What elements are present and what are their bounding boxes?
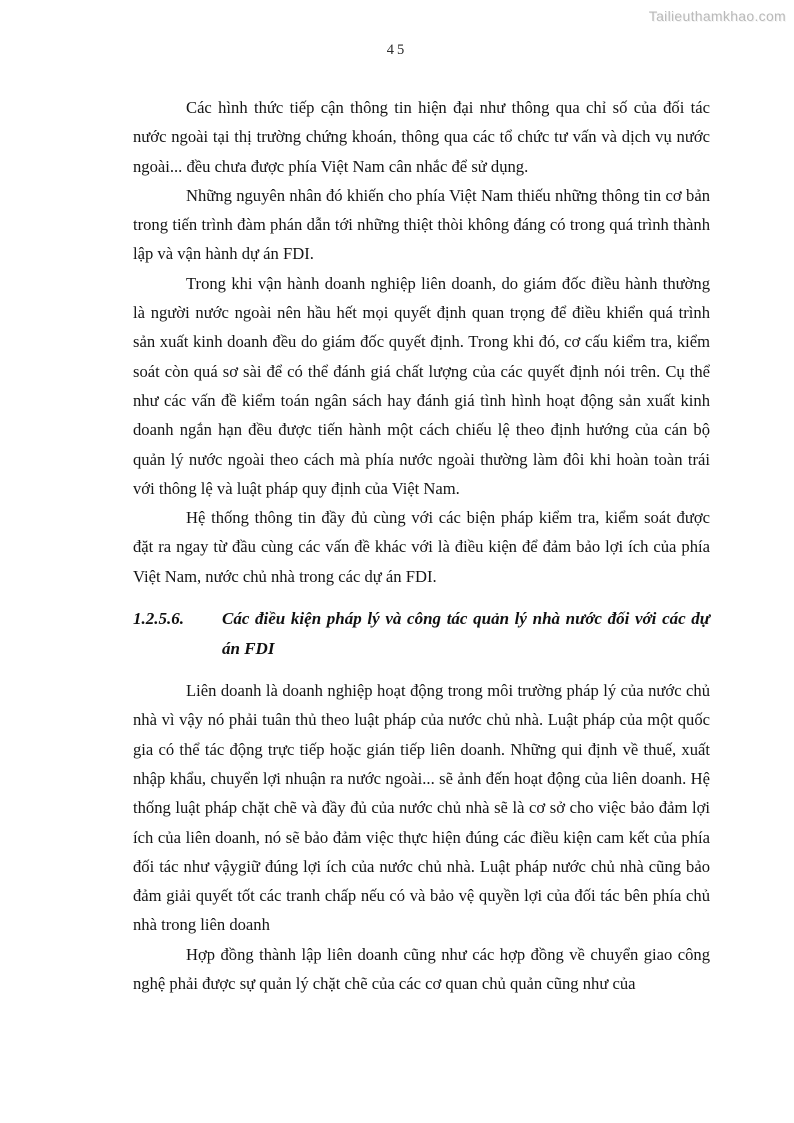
section-heading	[133, 604, 710, 664]
heading-title: Các điều kiện pháp lý và công tác quản lý nhà nước đối với các dự án FDI	[222, 609, 710, 659]
paragraph: Các hình thức tiếp cận thông tin hiện đại như thông qua chỉ số của đối tác nước ngoài tại thị trường chứng khoán, thông qua các tổ chức tư vấn và dịch vụ nước ngoài... đều chưa được phía Việt Nam cân nhắc để sử dụng.	[133, 98, 710, 176]
page-content	[133, 93, 710, 998]
paragraph: Hợp đồng thành lập liên doanh cũng như các hợp đồng về chuyển giao công nghệ phải được sự quản lý chặt chẽ của các cơ quan chủ quản cũng như của	[133, 944, 710, 994]
heading-number: 1.2.5.6.	[133, 609, 184, 629]
paragraph: Trong khi vận hành doanh nghiệp liên doanh, do giám đốc điều hành thường là người nước ngoài nên hầu hết mọi quyết định quan trọng để điều khiển quá trình sản xuất kinh doanh đều do giám đốc quyết định. Trong khi đó, cơ cấu kiểm tra, kiểm soát còn quá sơ sài để có thể đánh giá chất lượng của các quyết định nói trên. Cụ thể như các vấn đề kiểm toán ngân sách hay đánh giá tình hình hoạt động sản xuất kinh doanh ngắn hạn đều được tiến hành một cách chiếu lệ theo định hướng của cán bộ quản lý nước ngoài theo cách mà phía nước ngoài thường làm đôi khi hoàn toàn trái với thông lệ và luật pháp quy định của Việt Nam.	[133, 273, 710, 498]
paragraph: Hệ thống thông tin đầy đủ cùng với các biện pháp kiểm tra, kiểm soát được đặt ra ngay từ đầu cùng các vấn đề khác với là điều kiện để đảm bảo lợi ích của phía Việt Nam, nước chủ nhà trong các dự án FDI.	[133, 508, 710, 586]
watermark: Tailieuthamkhao.com	[648, 8, 786, 24]
paragraph: Những nguyên nhân đó khiến cho phía Việt Nam thiếu những thông tin cơ bản trong tiến trình đàm phán dẫn tới những thiệt thòi không đáng có trong quá trình thành lập và vận hành dự án FDI.	[133, 185, 710, 264]
page-number: 45	[386, 42, 408, 58]
paragraph: Liên doanh là doanh nghiệp hoạt động trong môi trường pháp lý của nước chủ nhà vì vậy nó phải tuân thủ theo luật pháp của nước chủ nhà. Luật pháp của một quốc gia có thể tác động trực tiếp hoặc gián tiếp liên doanh. Những qui định về thuế, xuất nhập khẩu, chuyển lợi nhuận ra nước ngoài... sẽ ảnh đến hoạt động của liên doanh. Hệ thống luật pháp chặt chẽ và đầy đủ của nước chủ nhà sẽ là cơ sở cho việc bảo đảm lợi ích của liên doanh, nó sẽ bảo đảm việc thực hiện đúng các điều kiện cam kết của phía đối tác như vậygiữ đúng lợi ích của nước chủ nhà. Luật pháp nước chủ nhà cũng bảo đảm giải quyết tốt các tranh chấp nếu có và bảo vệ quyền lợi của đối tác bên phía chủ nhà trong liên doanh	[133, 681, 710, 935]
